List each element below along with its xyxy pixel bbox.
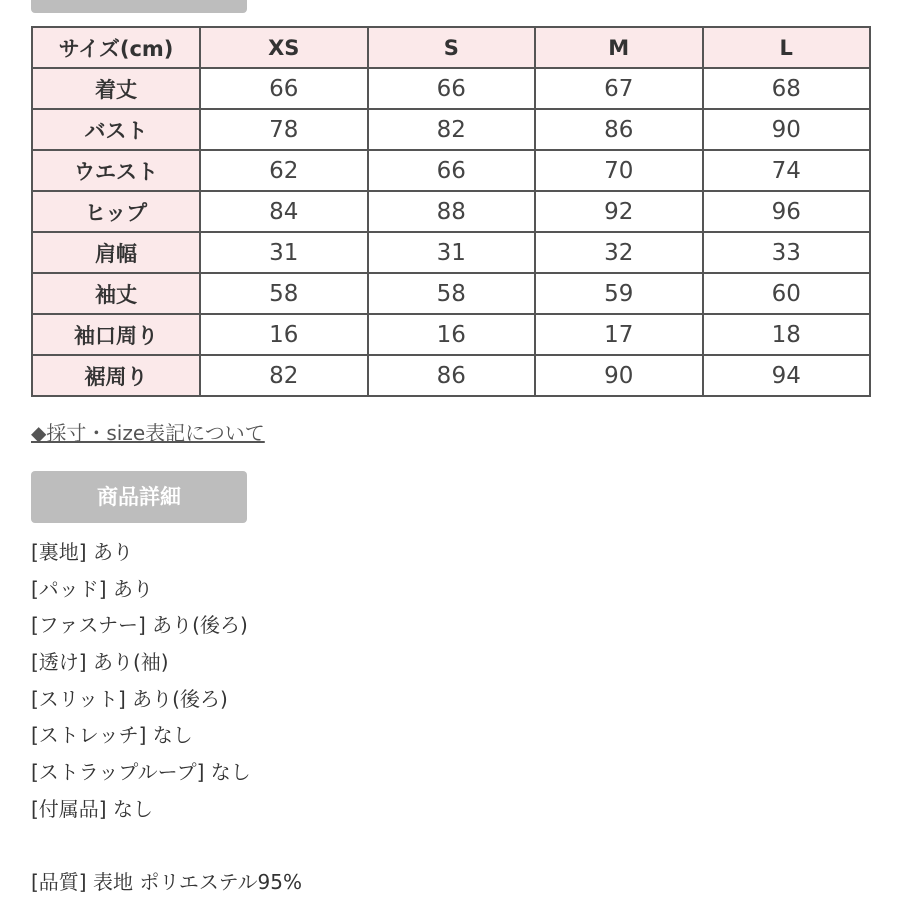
row-label: 袖口周り xyxy=(32,314,200,355)
table-cell: 78 xyxy=(200,109,368,150)
table-cell: 86 xyxy=(368,355,536,396)
table-row xyxy=(32,191,870,232)
table-cell: 94 xyxy=(703,355,871,396)
product-details-header: 商品詳細 xyxy=(31,471,247,523)
table-cell: 33 xyxy=(703,232,871,273)
table-cell: 58 xyxy=(200,273,368,314)
header-cell-s: S xyxy=(368,27,536,68)
table-cell: 67 xyxy=(535,68,703,109)
table-cell: 17 xyxy=(535,314,703,355)
table-cell: 58 xyxy=(368,273,536,314)
row-label: バスト xyxy=(32,109,200,150)
table-cell: 31 xyxy=(200,232,368,273)
row-label: ヒップ xyxy=(32,191,200,232)
table-cell: 62 xyxy=(200,150,368,191)
size-guide-link[interactable]: ◆採寸・size表記について xyxy=(31,421,265,445)
table-cell: 68 xyxy=(703,68,871,109)
table-cell: 32 xyxy=(535,232,703,273)
size-table xyxy=(31,26,871,397)
list-item: [ストラップループ] なし xyxy=(31,760,251,785)
table-cell: 59 xyxy=(535,273,703,314)
list-item: [パッド] あり xyxy=(31,576,153,601)
row-label: 裾周り xyxy=(32,355,200,396)
list-item: [透け] あり(袖) xyxy=(31,650,169,675)
header-cell-size: サイズ(cm) xyxy=(32,27,200,68)
list-item: [スリット] あり(後ろ) xyxy=(31,686,228,711)
table-row xyxy=(32,355,870,396)
quality-item: [品質] 表地 ポリエステル95% xyxy=(31,870,302,895)
table-cell: 16 xyxy=(368,314,536,355)
row-label: 肩幅 xyxy=(32,232,200,273)
table-row xyxy=(32,109,870,150)
row-label: 袖丈 xyxy=(32,273,200,314)
list-item: [ファスナー] あり(後ろ) xyxy=(31,613,248,638)
size-table-header-row xyxy=(32,27,870,68)
header-cell-m: M xyxy=(535,27,703,68)
table-cell: 84 xyxy=(200,191,368,232)
table-cell: 66 xyxy=(368,150,536,191)
table-cell: 82 xyxy=(368,109,536,150)
row-label: ウエスト xyxy=(32,150,200,191)
table-cell: 70 xyxy=(535,150,703,191)
table-row xyxy=(32,273,870,314)
table-cell: 18 xyxy=(703,314,871,355)
table-cell: 86 xyxy=(535,109,703,150)
list-item: [付属品] なし xyxy=(31,796,153,821)
table-cell: 90 xyxy=(703,109,871,150)
table-row xyxy=(32,232,870,273)
header-cell-l: L xyxy=(703,27,871,68)
table-cell: 92 xyxy=(535,191,703,232)
list-item: [裏地] あり xyxy=(31,540,133,564)
table-cell: 66 xyxy=(368,68,536,109)
table-row xyxy=(32,314,870,355)
list-item: [ストレッチ] なし xyxy=(31,723,193,748)
spacer xyxy=(31,830,302,867)
product-details-list xyxy=(31,536,302,903)
table-cell: 60 xyxy=(703,273,871,314)
header-cell-xs: XS xyxy=(200,27,368,68)
table-cell: 96 xyxy=(703,191,871,232)
table-row xyxy=(32,68,870,109)
table-cell: 82 xyxy=(200,355,368,396)
table-cell: 88 xyxy=(368,191,536,232)
table-cell: 31 xyxy=(368,232,536,273)
table-row xyxy=(32,150,870,191)
table-cell: 74 xyxy=(703,150,871,191)
table-cell: 16 xyxy=(200,314,368,355)
table-cell: 66 xyxy=(200,68,368,109)
table-cell: 90 xyxy=(535,355,703,396)
section-tab-top xyxy=(31,0,247,13)
row-label: 着丈 xyxy=(32,68,200,109)
